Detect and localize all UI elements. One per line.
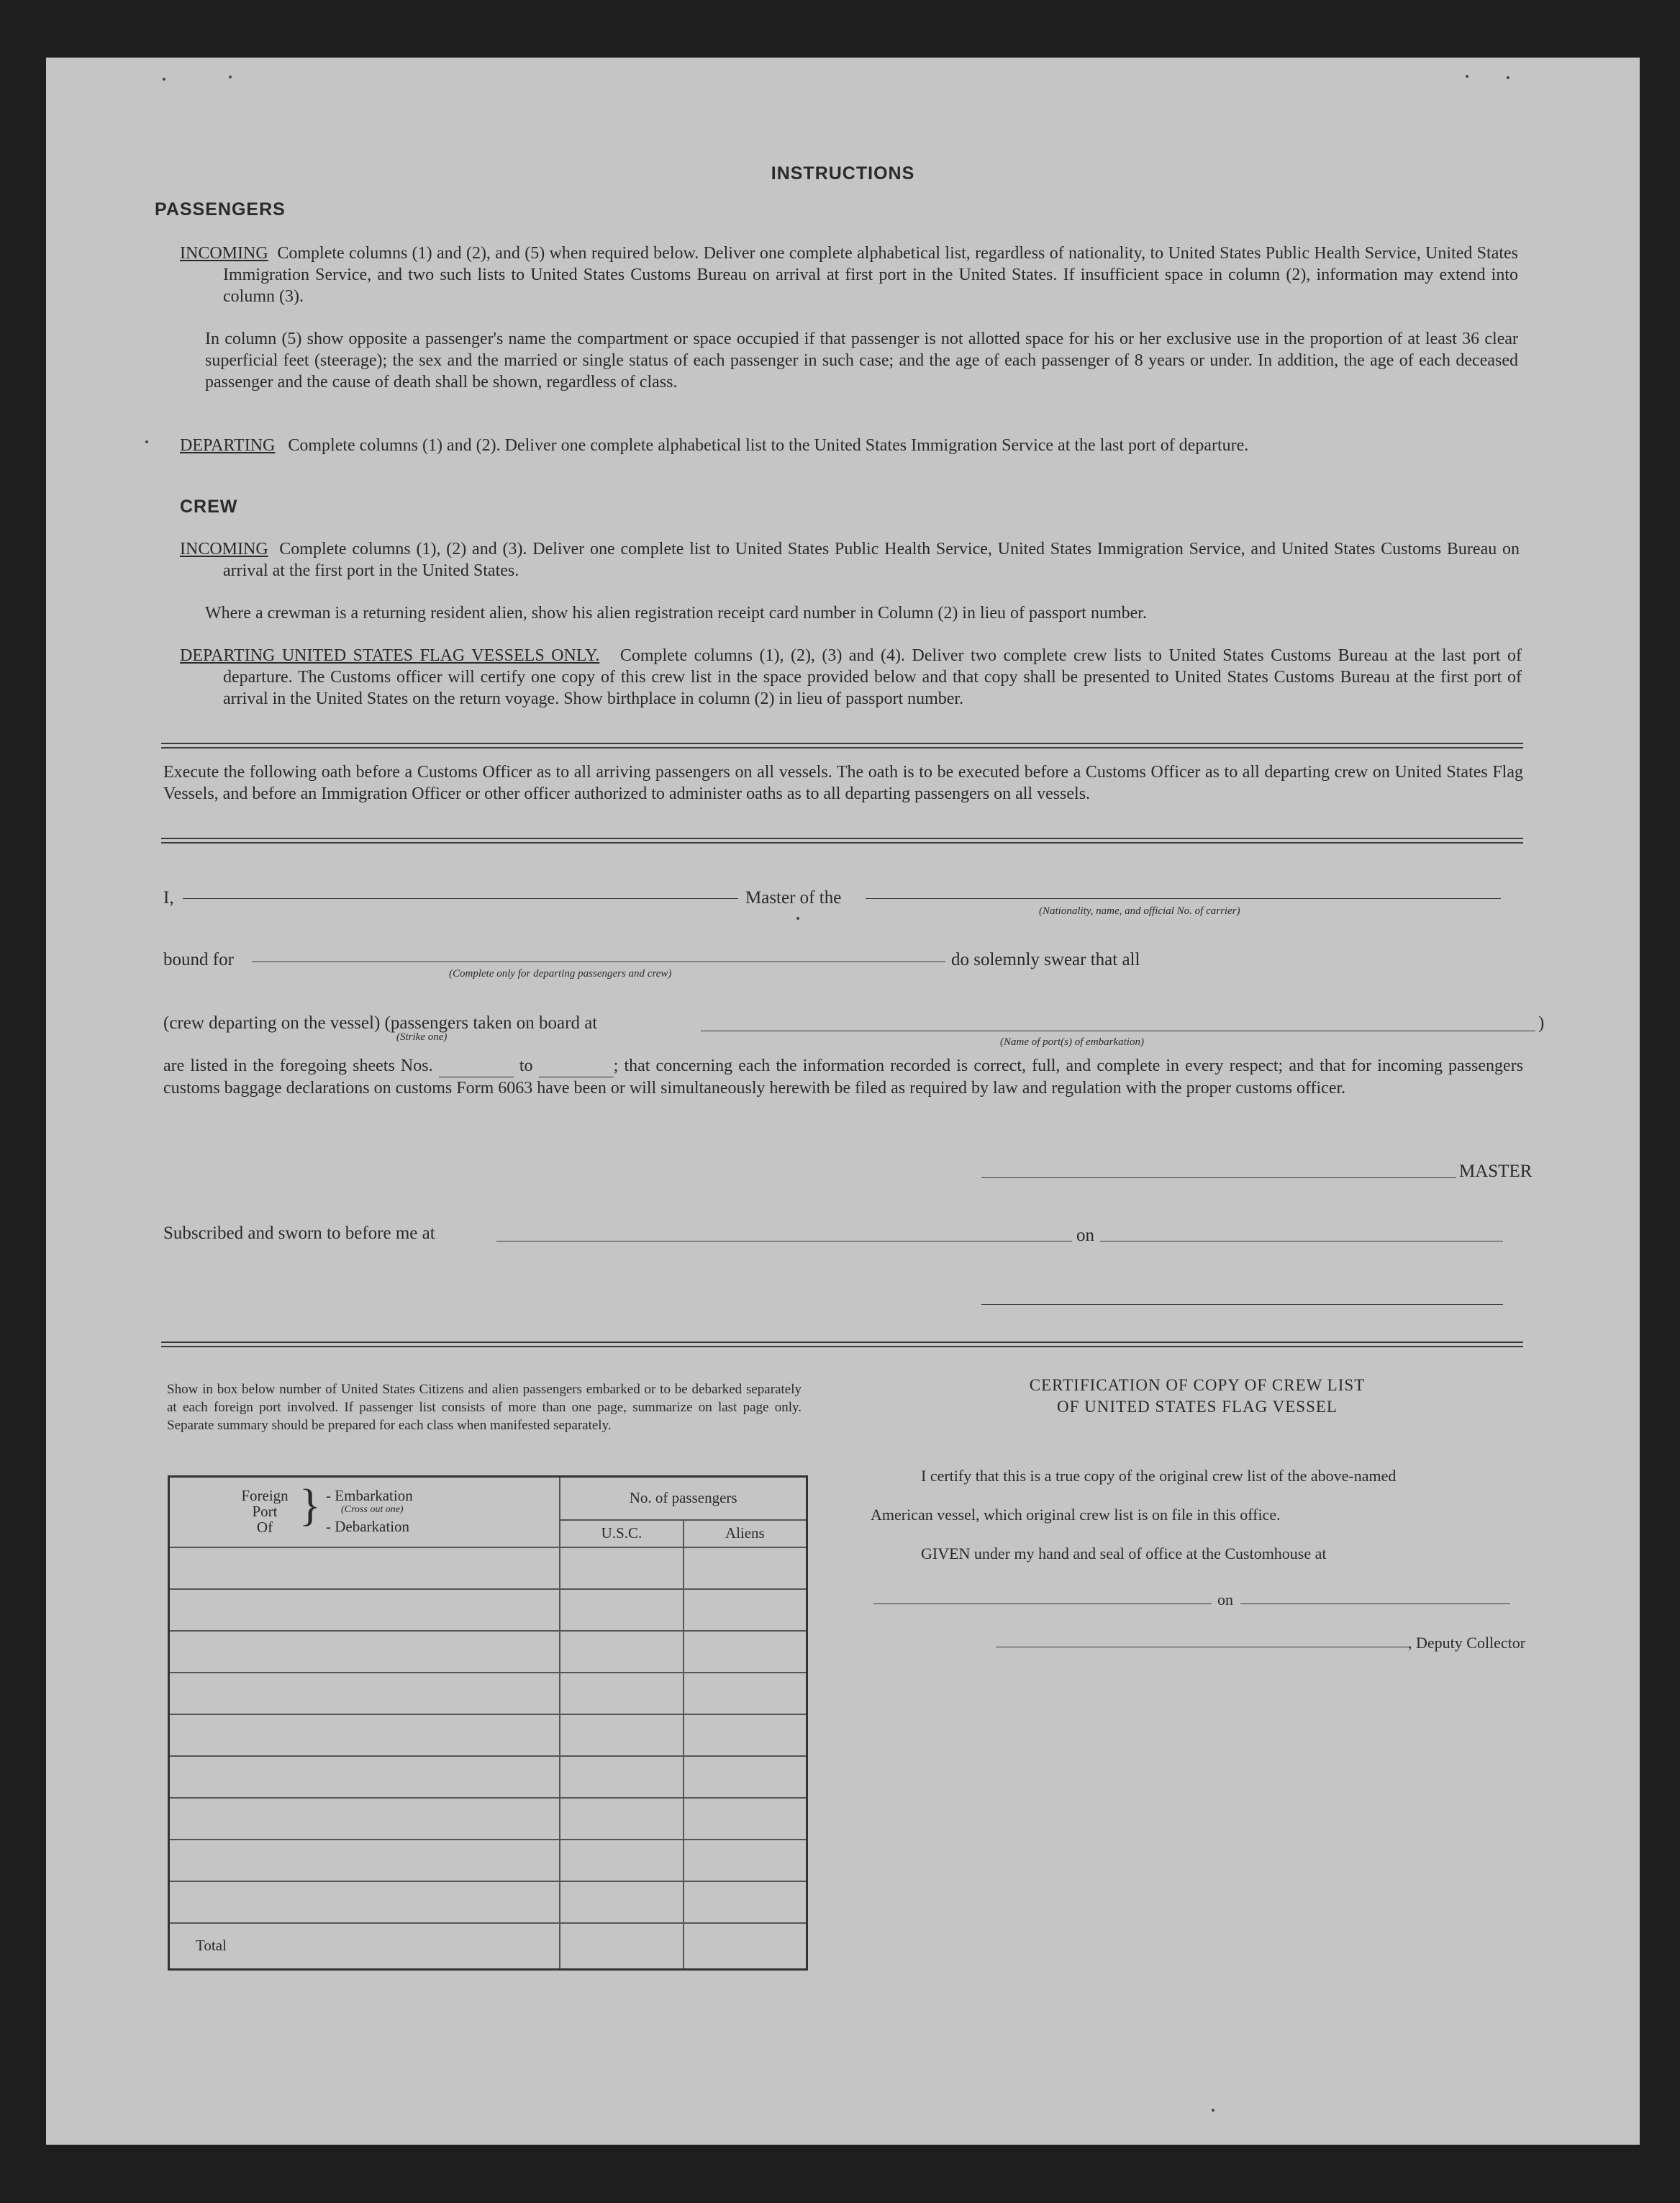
master-of-label: Master of the — [745, 888, 842, 908]
section-divider — [161, 1342, 1523, 1347]
port-cell[interactable] — [169, 1881, 560, 1923]
aliens-cell[interactable] — [684, 1881, 807, 1923]
carrier-field[interactable] — [866, 898, 1501, 899]
scan-speck — [145, 440, 148, 443]
crew-departing-text: (crew departing on the vessel) (passengers taken on board at — [163, 1013, 598, 1033]
oath-body-text: ; that concerning each the information recorded is correct, full, and complete in every respect; and that for incoming passengers customs baggage declarations on customs Form 6063 have been or will simultaneously herewith be filed as required by law and regulation with the proper customs officer. — [163, 1057, 1524, 1098]
usc-cell[interactable] — [560, 1714, 683, 1756]
bound-for-label: bound for — [163, 950, 234, 969]
usc-column-header: U.S.C. — [560, 1520, 683, 1547]
passengers-incoming-label: INCOMING — [180, 244, 268, 263]
passengers-departing-text: Complete columns (1) and (2). Deliver one complete alphabetical list to the United States Immigration Service at the last port of departure. — [288, 436, 1249, 455]
aliens-total-cell[interactable] — [684, 1923, 807, 1969]
bound-caption: (Complete only for departing passengers and crew) — [449, 968, 672, 980]
total-row — [169, 1923, 807, 1969]
foreign-port-label: Foreign Port Of — [241, 1487, 289, 1536]
usc-cell[interactable] — [560, 1756, 683, 1798]
usc-cell[interactable] — [560, 1589, 683, 1631]
crew-incoming-label: INCOMING — [180, 540, 268, 558]
crew-incoming-instruction — [180, 538, 1520, 582]
brace-symbol: } — [299, 1481, 321, 1530]
master-name-field[interactable] — [183, 898, 738, 899]
scan-speck — [229, 76, 232, 78]
port-cell[interactable] — [169, 1547, 560, 1589]
passengers-departing-label: DEPARTING — [180, 436, 276, 455]
crew-title: CREW — [180, 497, 238, 517]
aliens-cell[interactable] — [684, 1673, 807, 1714]
deputy-collector-label: , Deputy Collector — [1408, 1634, 1526, 1652]
aliens-cell[interactable] — [684, 1589, 807, 1631]
sheet-from-field[interactable] — [439, 1055, 514, 1077]
table-row — [169, 1798, 807, 1840]
oath-introduction: Execute the following oath before a Customs Officer as to all arriving passengers on all vessels. The oath is to be executed before a Customs Officer as to all departing crew on United States Flag Vessels, and before an Immigration Officer or other officer authorized to administer oaths as to all departing passengers on all vessels. — [163, 763, 1523, 803]
section-divider — [161, 838, 1523, 843]
port-cell[interactable] — [169, 1589, 560, 1631]
table-row — [169, 1589, 807, 1631]
scan-speck — [163, 78, 165, 81]
sheets-listed-text: are listed in the foregoing sheets Nos. — [163, 1057, 433, 1075]
sheets-to-label: to — [519, 1057, 533, 1075]
given-under-hand: GIVEN under my hand and seal of office at the Customhouse at — [921, 1544, 1327, 1562]
certification-title — [873, 1375, 1521, 1418]
form-page — [46, 58, 1640, 2145]
certify-line-1: I certify that this is a true copy of the original crew list of the above-named — [921, 1467, 1397, 1485]
certification-title-line2: OF UNITED STATES FLAG VESSEL — [1057, 1398, 1338, 1416]
oath-i-label: I, — [163, 888, 174, 908]
page-heading: INSTRUCTIONS — [771, 163, 915, 184]
table-row — [169, 1881, 807, 1923]
certify-line-2: American vessel, which original crew list is on file in this office. — [871, 1506, 1281, 1524]
sworn-on-label: on — [1076, 1226, 1094, 1245]
port-caption: (Name of port(s) of embarkation) — [1000, 1036, 1144, 1048]
master-signature-label: MASTER — [1459, 1162, 1533, 1181]
usc-cell[interactable] — [560, 1547, 683, 1589]
table-row — [169, 1673, 807, 1714]
oath-body — [163, 1055, 1523, 1099]
usc-cell[interactable] — [560, 1798, 683, 1840]
port-cell[interactable] — [169, 1631, 560, 1673]
aliens-column-header: Aliens — [684, 1520, 807, 1547]
aliens-cell[interactable] — [684, 1631, 807, 1673]
close-paren: ) — [1538, 1013, 1545, 1033]
section-divider — [161, 743, 1523, 748]
port-cell[interactable] — [169, 1673, 560, 1714]
usc-cell[interactable] — [560, 1673, 683, 1714]
no-of-passengers-header: No. of passengers — [560, 1477, 807, 1520]
certification-title-line1: CERTIFICATION OF COPY OF CREW LIST — [1029, 1376, 1366, 1394]
certification-on-label: on — [1217, 1591, 1233, 1609]
scan-speck — [1507, 76, 1509, 79]
port-header-cell — [169, 1477, 560, 1548]
passengers-title: PASSENGERS — [155, 199, 286, 220]
port-cell[interactable] — [169, 1756, 560, 1798]
scan-speck — [1466, 75, 1468, 78]
aliens-cell[interactable] — [684, 1547, 807, 1589]
swear-text: do solemnly swear that all — [951, 950, 1140, 969]
passengers-incoming-instruction — [180, 243, 1518, 307]
passengers-incoming-text: Complete columns (1) and (2), and (5) when required below. Deliver one complete alphabetical list, regardless of nationality, to United States Public Health Service, United States Immigration Service, and two such lists to United States Customs Bureau on arrival at first port in the United States. If insufficient space in column (2), information may extend into column (3). — [223, 244, 1519, 306]
debarkation-option[interactable]: - Debarkation — [326, 1518, 410, 1535]
crew-departing-instruction — [180, 645, 1522, 710]
passengers-departing-instruction — [180, 435, 1518, 456]
column5-instruction: In column (5) show opposite a passenger's name the compartment or space occupied if that passenger is not allotted space for his or her exclusive use in the proportion of at least 36 clear superficial feet (steerage); the sex and the married or single status of each passenger in such case; and the age of each passenger of 8 years or under. In addition, the age of each deceased passenger and the cause of death shall be shown, regardless of class. — [205, 330, 1518, 392]
port-cell[interactable] — [169, 1714, 560, 1756]
crew-departing-text: Complete columns (1), (2), (3) and (4). Deliver two complete crew lists to United States Customs Bureau at the last port of departure. The Customs officer will certify one copy of this crew list in the space provided below and that copy shall be presented to United States Customs Bureau at the first port of arrival in the United States on the return voyage. Show birthplace in column (2) in lieu of passport number. — [223, 646, 1522, 708]
passenger-summary-table — [168, 1475, 808, 1971]
usc-cell[interactable] — [560, 1840, 683, 1881]
officer-signature-line[interactable] — [981, 1304, 1503, 1305]
usc-total-cell[interactable] — [560, 1923, 683, 1969]
summary-instructions: Show in box below number of United States Citizens and alien passengers embarked or to be debarked separately at each foreign port involved. If passenger list consists of more than one page, summarize on last page only. Separate summary should be prepared for each class when manifested separately. — [167, 1382, 802, 1433]
sheet-to-field[interactable] — [539, 1055, 614, 1077]
cross-out-caption: (Cross out one) — [341, 1504, 404, 1515]
crew-incoming-text: Complete columns (1), (2) and (3). Deliver one complete list to United States Public Health Service, United States Immigration Service, and United States Customs Bureau on arrival at the first port in the United States. — [223, 540, 1520, 580]
subscribed-label: Subscribed and sworn to before me at — [163, 1223, 435, 1243]
table-row — [169, 1631, 807, 1673]
strike-caption: (Strike one) — [396, 1031, 448, 1043]
master-signature-line[interactable] — [981, 1177, 1456, 1178]
table-row — [169, 1714, 807, 1756]
port-cell[interactable] — [169, 1798, 560, 1840]
usc-cell[interactable] — [560, 1881, 683, 1923]
table-row — [169, 1756, 807, 1798]
crew-departing-label: DEPARTING UNITED STATES FLAG VESSELS ONLY. — [180, 646, 600, 665]
aliens-cell[interactable] — [684, 1714, 807, 1756]
port-cell[interactable] — [169, 1840, 560, 1881]
aliens-cell[interactable] — [684, 1756, 807, 1798]
table-row — [169, 1547, 807, 1589]
usc-cell[interactable] — [560, 1631, 683, 1673]
crew-resident-instruction: Where a crewman is a returning resident alien, show his alien registration receipt card number in Column (2) in lieu of passport number. — [205, 604, 1147, 623]
total-label: Total — [169, 1923, 560, 1969]
table-row — [169, 1840, 807, 1881]
customhouse-field[interactable] — [873, 1603, 1212, 1604]
carrier-caption: (Nationality, name, and official No. of carrier) — [1039, 905, 1240, 917]
scan-speck — [796, 917, 799, 920]
embarkation-option[interactable]: - Embarkation — [326, 1487, 413, 1504]
certification-date-field[interactable] — [1240, 1603, 1510, 1604]
scan-speck — [1212, 2109, 1214, 2112]
aliens-cell[interactable] — [684, 1840, 807, 1881]
aliens-cell[interactable] — [684, 1798, 807, 1840]
